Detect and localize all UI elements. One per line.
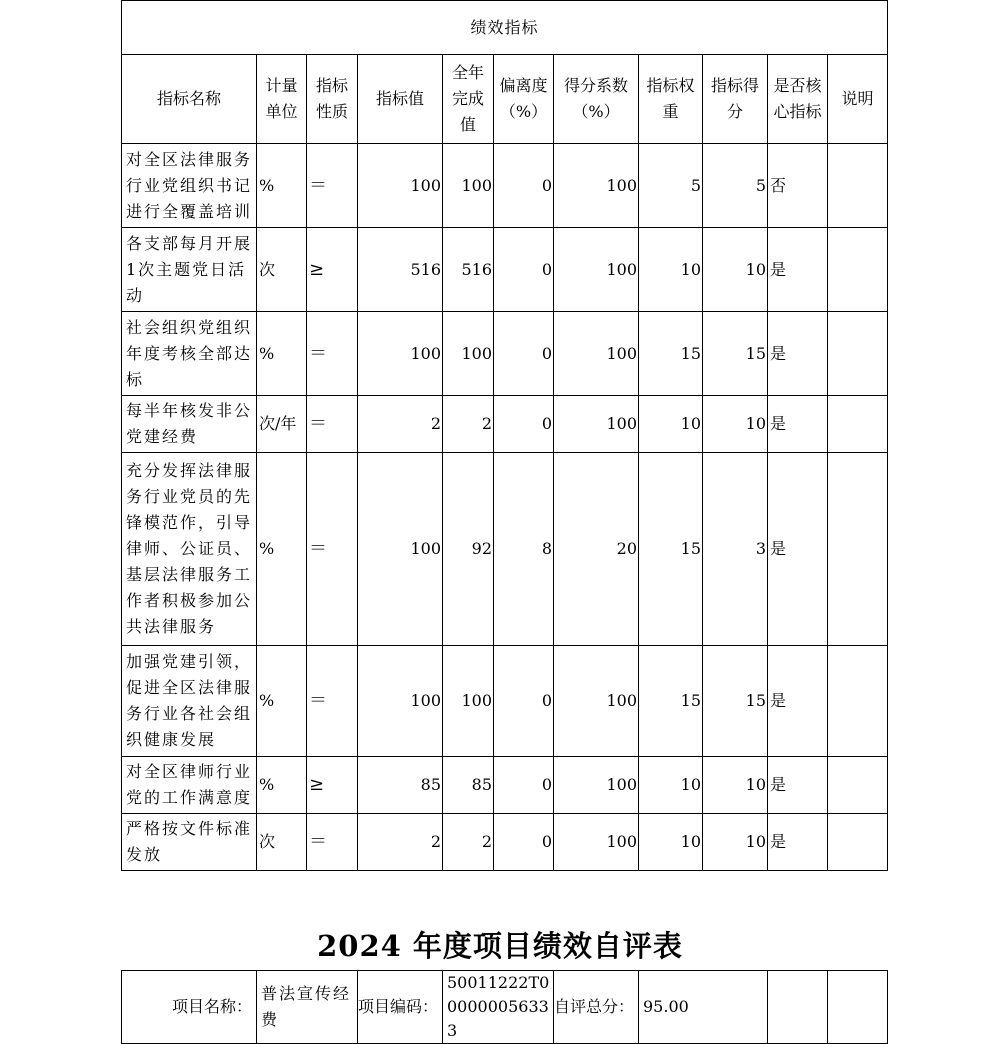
nature-cell: ＝ <box>307 453 358 646</box>
header-name: 指标名称 <box>122 55 257 144</box>
project-name-value: 普法宣传经费 <box>257 971 358 1044</box>
project-name-label: 项目名称： <box>122 971 257 1044</box>
indicator-name: 加强党建引领，促进全区法律服务行业各社会组织健康发展 <box>122 646 257 757</box>
core-indicator-flag: 是 <box>768 814 828 871</box>
core-indicator-flag: 是 <box>768 228 828 312</box>
weight-value: 10 <box>639 228 703 312</box>
unit-cell: 次 <box>257 228 307 312</box>
actual-value: 100 <box>443 312 494 396</box>
deviation-value: 0 <box>494 144 554 228</box>
table-row <box>122 396 888 453</box>
table-row <box>122 144 888 228</box>
table-row <box>122 312 888 396</box>
summary-table <box>121 970 888 1044</box>
note-cell <box>828 312 888 396</box>
self-score-value: 95.00 <box>639 971 768 1044</box>
header-note: 说明 <box>828 55 888 144</box>
indicator-name: 对全区律师行业党的工作满意度 <box>122 757 257 814</box>
indicator-name: 充分发挥法律服务行业党员的先锋模范作，引导律师、公证员、基层法律服务工作者积极参加公共法律服务 <box>122 453 257 646</box>
weight-value: 15 <box>639 312 703 396</box>
header-target: 指标值 <box>358 55 443 144</box>
deviation-value: 8 <box>494 453 554 646</box>
coefficient-value: 100 <box>554 757 639 814</box>
weight-value: 10 <box>639 396 703 453</box>
section-title: 绩效指标 <box>122 1 888 55</box>
note-cell <box>828 757 888 814</box>
table-row <box>122 228 888 312</box>
target-value: 2 <box>358 814 443 871</box>
score-value: 10 <box>703 814 768 871</box>
deviation-value: 0 <box>494 396 554 453</box>
project-code-value: 50011222T000000056333 <box>443 971 554 1044</box>
target-value: 100 <box>358 646 443 757</box>
core-indicator-flag: 是 <box>768 757 828 814</box>
self-score-label: 自评总分： <box>554 971 639 1044</box>
actual-value: 100 <box>443 144 494 228</box>
nature-cell: ＝ <box>307 646 358 757</box>
empty-cell <box>768 971 828 1044</box>
header-nature: 指标性质 <box>307 55 358 144</box>
actual-value: 2 <box>443 814 494 871</box>
unit-cell: % <box>257 646 307 757</box>
empty-cell <box>828 971 888 1044</box>
nature-cell: ≥ <box>307 757 358 814</box>
indicator-name: 对全区法律服务行业党组织书记进行全覆盖培训 <box>122 144 257 228</box>
note-cell <box>828 646 888 757</box>
core-indicator-flag: 是 <box>768 396 828 453</box>
coefficient-value: 100 <box>554 646 639 757</box>
table-row <box>122 646 888 757</box>
header-deviation: 偏离度（%） <box>494 55 554 144</box>
note-cell <box>828 814 888 871</box>
performance-indicator-table <box>121 0 888 871</box>
actual-value: 85 <box>443 757 494 814</box>
coefficient-value: 100 <box>554 228 639 312</box>
nature-cell: ≥ <box>307 228 358 312</box>
deviation-value: 0 <box>494 646 554 757</box>
target-value: 2 <box>358 396 443 453</box>
coefficient-value: 100 <box>554 312 639 396</box>
score-value: 5 <box>703 144 768 228</box>
header-core: 是否核心指标 <box>768 55 828 144</box>
target-value: 100 <box>358 453 443 646</box>
summary-row <box>122 971 888 1044</box>
core-indicator-flag: 是 <box>768 312 828 396</box>
indicator-name: 各支部每月开展1次主题党日活动 <box>122 228 257 312</box>
target-value: 85 <box>358 757 443 814</box>
coefficient-value: 20 <box>554 453 639 646</box>
deviation-value: 0 <box>494 757 554 814</box>
indicator-name: 每半年核发非公党建经费 <box>122 396 257 453</box>
score-value: 15 <box>703 312 768 396</box>
header-coef: 得分系数（%） <box>554 55 639 144</box>
header-weight: 指标权重 <box>639 55 703 144</box>
unit-cell: % <box>257 144 307 228</box>
coefficient-value: 100 <box>554 396 639 453</box>
actual-value: 92 <box>443 453 494 646</box>
table-row <box>122 453 888 646</box>
unit-cell: 次/年 <box>257 396 307 453</box>
nature-cell: ＝ <box>307 312 358 396</box>
score-value: 10 <box>703 228 768 312</box>
nature-cell: ＝ <box>307 144 358 228</box>
deviation-value: 0 <box>494 228 554 312</box>
nature-cell: ＝ <box>307 396 358 453</box>
indicator-name: 严格按文件标准发放 <box>122 814 257 871</box>
deviation-value: 0 <box>494 814 554 871</box>
document-title: 2024 年度项目绩效自评表 <box>317 929 683 963</box>
header-unit: 计量单位 <box>257 55 307 144</box>
unit-cell: % <box>257 757 307 814</box>
unit-cell: 次 <box>257 814 307 871</box>
note-cell <box>828 228 888 312</box>
nature-cell: ＝ <box>307 814 358 871</box>
actual-value: 516 <box>443 228 494 312</box>
column-header-row <box>122 55 888 144</box>
weight-value: 5 <box>639 144 703 228</box>
score-value: 3 <box>703 453 768 646</box>
coefficient-value: 100 <box>554 144 639 228</box>
project-code-label: 项目编码： <box>358 971 443 1044</box>
core-indicator-flag: 是 <box>768 646 828 757</box>
score-value: 15 <box>703 646 768 757</box>
core-indicator-flag: 否 <box>768 144 828 228</box>
deviation-value: 0 <box>494 312 554 396</box>
actual-value: 100 <box>443 646 494 757</box>
note-cell <box>828 453 888 646</box>
table-row <box>122 757 888 814</box>
score-value: 10 <box>703 396 768 453</box>
weight-value: 10 <box>639 757 703 814</box>
target-value: 516 <box>358 228 443 312</box>
table-row <box>122 814 888 871</box>
actual-value: 2 <box>443 396 494 453</box>
target-value: 100 <box>358 312 443 396</box>
unit-cell: % <box>257 453 307 646</box>
indicator-name: 社会组织党组织年度考核全部达标 <box>122 312 257 396</box>
weight-value: 15 <box>639 646 703 757</box>
header-actual: 全年完成值 <box>443 55 494 144</box>
note-cell <box>828 396 888 453</box>
note-cell <box>828 144 888 228</box>
target-value: 100 <box>358 144 443 228</box>
core-indicator-flag: 是 <box>768 453 828 646</box>
unit-cell: % <box>257 312 307 396</box>
coefficient-value: 100 <box>554 814 639 871</box>
weight-value: 15 <box>639 453 703 646</box>
score-value: 10 <box>703 757 768 814</box>
header-score: 指标得分 <box>703 55 768 144</box>
weight-value: 10 <box>639 814 703 871</box>
